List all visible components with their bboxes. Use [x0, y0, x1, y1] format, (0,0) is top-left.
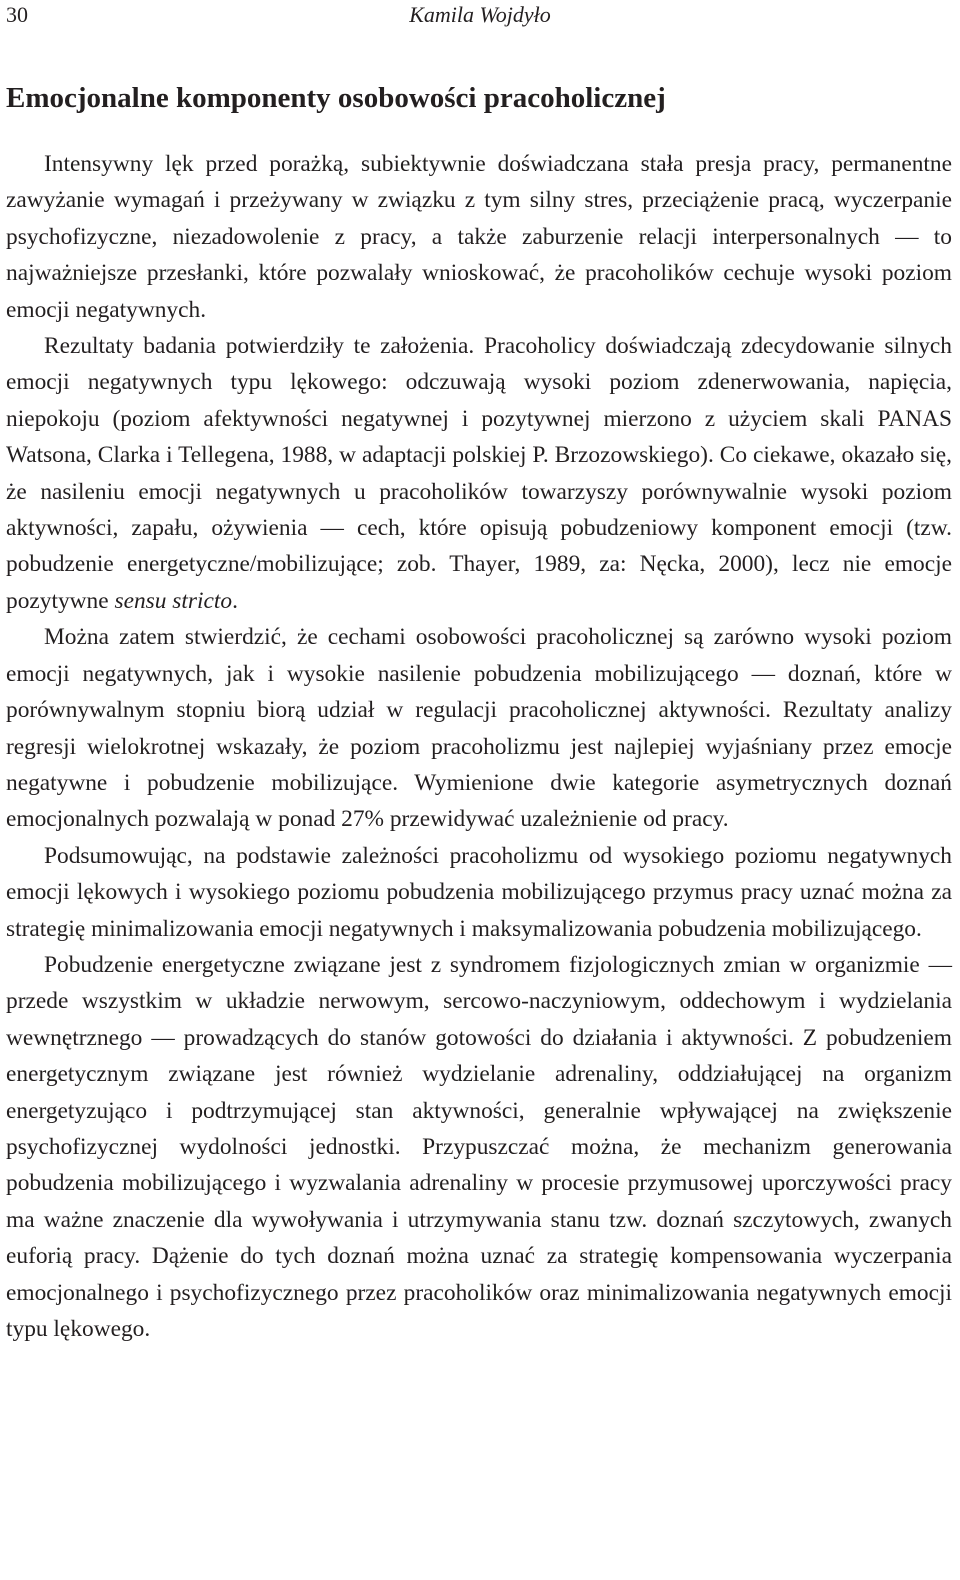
paragraph-2 [6, 328, 952, 619]
paragraph-2-end: . [232, 587, 238, 614]
page-number: 30 [6, 2, 28, 27]
paragraph-2-italic-term: sensu stricto [114, 587, 233, 614]
paragraph-2-text: Rezultaty badania potwierdziły te założenia. Pracoholicy doświadczają zdecydowanie silnych emocji negatywnych typu lękowego: odczuwają wysoki poziom zdenerwowania, napięcia, niepokoju (poziom afektywności negatywnej i pozytywnej mierzono z użyciem skali PANAS Watsona, Clarka i Tellegena, 1988, w adaptacji polskiej P. Brzozowskiego). Co ciekawe, okazało się, że nasileniu emocji negatywnych u pracoholików towarzyszy porównywalnie wysoki poziom aktywności, zapału, ożywienia — cech, które opisują pobudzeniowy komponent emocji (tzw. pobudzenie energetyczne/mobilizujące; zob. Thayer, 1989, za: Nęcka, 2000), lecz nie emocje pozytywne [6, 333, 952, 614]
paragraph-4: Podsumowując, na podstawie zależności pracoholizmu od wysokiego poziomu negatywnych emocji lękowych i wysokiego poziomu pobudzenia mobilizującego przymus pracy uznać można za strategię minimalizowania emocji negatywnych i maksymalizowania pobudzenia mobilizującego. [6, 842, 952, 942]
running-header [0, 0, 960, 34]
paragraph-5: Pobudzenie energetyczne związane jest z syndromem fizjologicznych zmian w organizmie — przede wszystkim w układzie nerwowym, sercowo-naczyniowym, oddechowym i wydzielania wewnętrznego — prowadzących do stanów gotowości do działania i aktywności. Z pobudzeniem energetycznym związane jest również wydzielanie adrenaliny, oddziałującej na organizm energetyzująco i podtrzymującej stan aktywności, generalnie wpływającej na zwiększenie psychofizycznej wydolności jednostki. Przypuszczać można, że mechanizm generowania pobudzenia mobilizującego i wyzwalania adrenaliny w procesie przymusowej uporczywości pracy ma ważne znaczenie dla wywoływania i utrzymywania stanu tzw. doznań szczytowych, zwanych euforią pracy. Dążenie do tych doznań można uznać za strategię kompensowania wyczerpania emocjonalnego i psychofizycznego przez pracoholików oraz minimalizowania negatywnych emocji typu lękowego. [6, 951, 952, 1342]
running-header-author: Kamila Wojdyło [409, 2, 551, 27]
paragraph-3: Można zatem stwierdzić, że cechami osobowości pracoholicznej są zarówno wysoki poziom emocji negatywnych, jak i wysokie nasilenie pobudzenia mobilizującego — doznań, które w porównywalnym stopniu biorą udział w regulacji pracoholicznej aktywności. Rezultaty analizy regresji wielokrotnej wskazały, że poziom pracoholizmu jest najlepiej wyjaśniany przez emocje negatywne i pobudzenie mobilizujące. Wymienione dwie kategorie asymetrycznych doznań emocjonalnych pozwalają w ponad 27% przewidywać uzależnienie od pracy. [6, 624, 952, 833]
paragraph-1: Intensywny lęk przed porażką, subiektywnie doświadczana stała presja pracy, permanentne zawyżanie wymagań i przeżywany w związku z tym silny stres, przeciążenie pracą, wyczerpanie psychofizyczne, niezadowolenie z pracy, a także zaburzenie relacji interpersonalnych — to najważniejsze przesłanki, które pozwalały wnioskować, że pracoholików cechuje wysoki poziom emocji negatywnych. [6, 151, 952, 323]
body-text [6, 146, 952, 1347]
section-heading: Emocjonalne komponenty osobowości pracoholicznej [6, 82, 666, 114]
